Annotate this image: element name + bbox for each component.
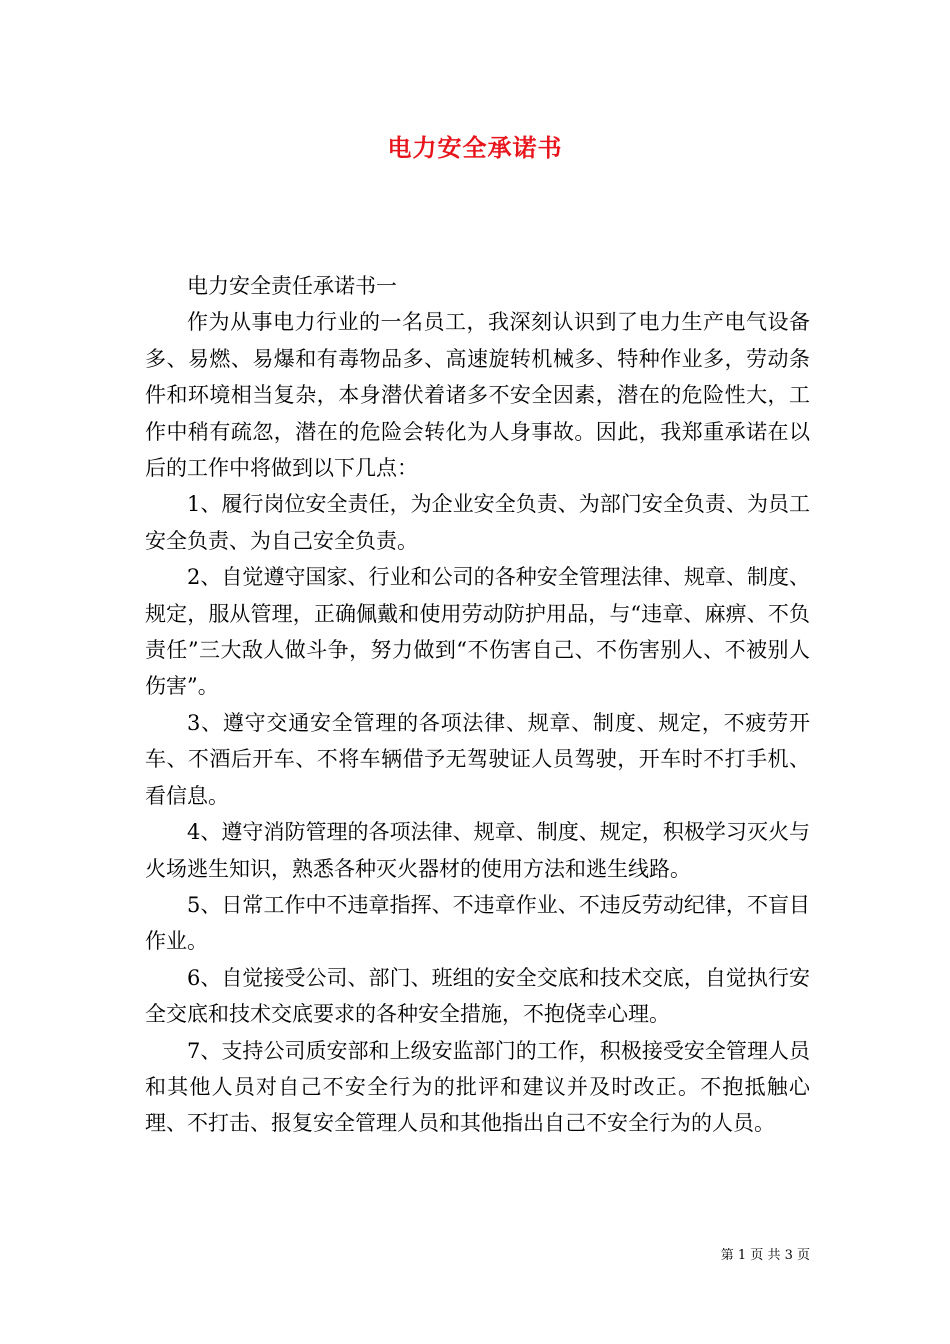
commitment-item-3: 3、遵守交通安全管理的各项法律、规章、制度、规定，不疲劳开车、不酒后开车、不将车辆借予无驾驶证人员驾驶，开车时不打手机、看信息。 <box>145 710 810 808</box>
document-body <box>145 268 810 1142</box>
commitment-item-4: 4、遵守消防管理的各项法律、规章、制度、规定，积极学习灭火与火场逃生知识，熟悉各种灭火器材的使用方法和逃生线路。 <box>145 820 810 881</box>
commitment-item-5: 5、日常工作中不违章指挥、不违章作业、不违反劳动纪律，不盲目作业。 <box>145 892 810 954</box>
page-title: 电力安全承诺书 <box>387 133 563 162</box>
commitment-item-6: 6、自觉接受公司、部门、班组的安全交底和技术交底，自觉执行安全交底和技术交底要求的各种安全措施，不抱侥幸心理。 <box>145 965 810 1027</box>
page-number: 第 1 页 共 3 页 <box>720 1248 810 1263</box>
intro-paragraph: 作为从事电力行业的一名员工，我深刻认识到了电力生产电气设备多、易燃、易爆和有毒物品多、高速旋转机械多、特种作业多，劳动条件和环境相当复杂，本身潜伏着诸多不安全因素，潜在的危险性大，工作中稍有疏忽，潜在的危险会转化为人身事故。因此，我郑重承诺在以后的工作中将做到以下几点： <box>145 310 810 481</box>
commitment-item-1: 1、履行岗位安全责任，为企业安全负责、为部门安全负责、为员工安全负责、为自己安全负责。 <box>145 492 810 553</box>
commitment-item-2: 2、自觉遵守国家、行业和公司的各种安全管理法律、规章、制度、规定，服从管理，正确佩戴和使用劳动防护用品，与“违章、麻痹、不负责任”三大敌人做斗争，努力做到“不伤害自己、不伤害别人、不被别人伤害”。 <box>145 565 810 699</box>
commitment-item-7: 7、支持公司质安部和上级安监部门的工作，积极接受安全管理人员和其他人员对自己不安全行为的批评和建议并及时改正。不抱抵触心理、不打击、报复安全管理人员和其他指出自己不安全行为的人员。 <box>145 1038 810 1136</box>
section-heading: 电力安全责任承诺书一 <box>187 274 397 298</box>
